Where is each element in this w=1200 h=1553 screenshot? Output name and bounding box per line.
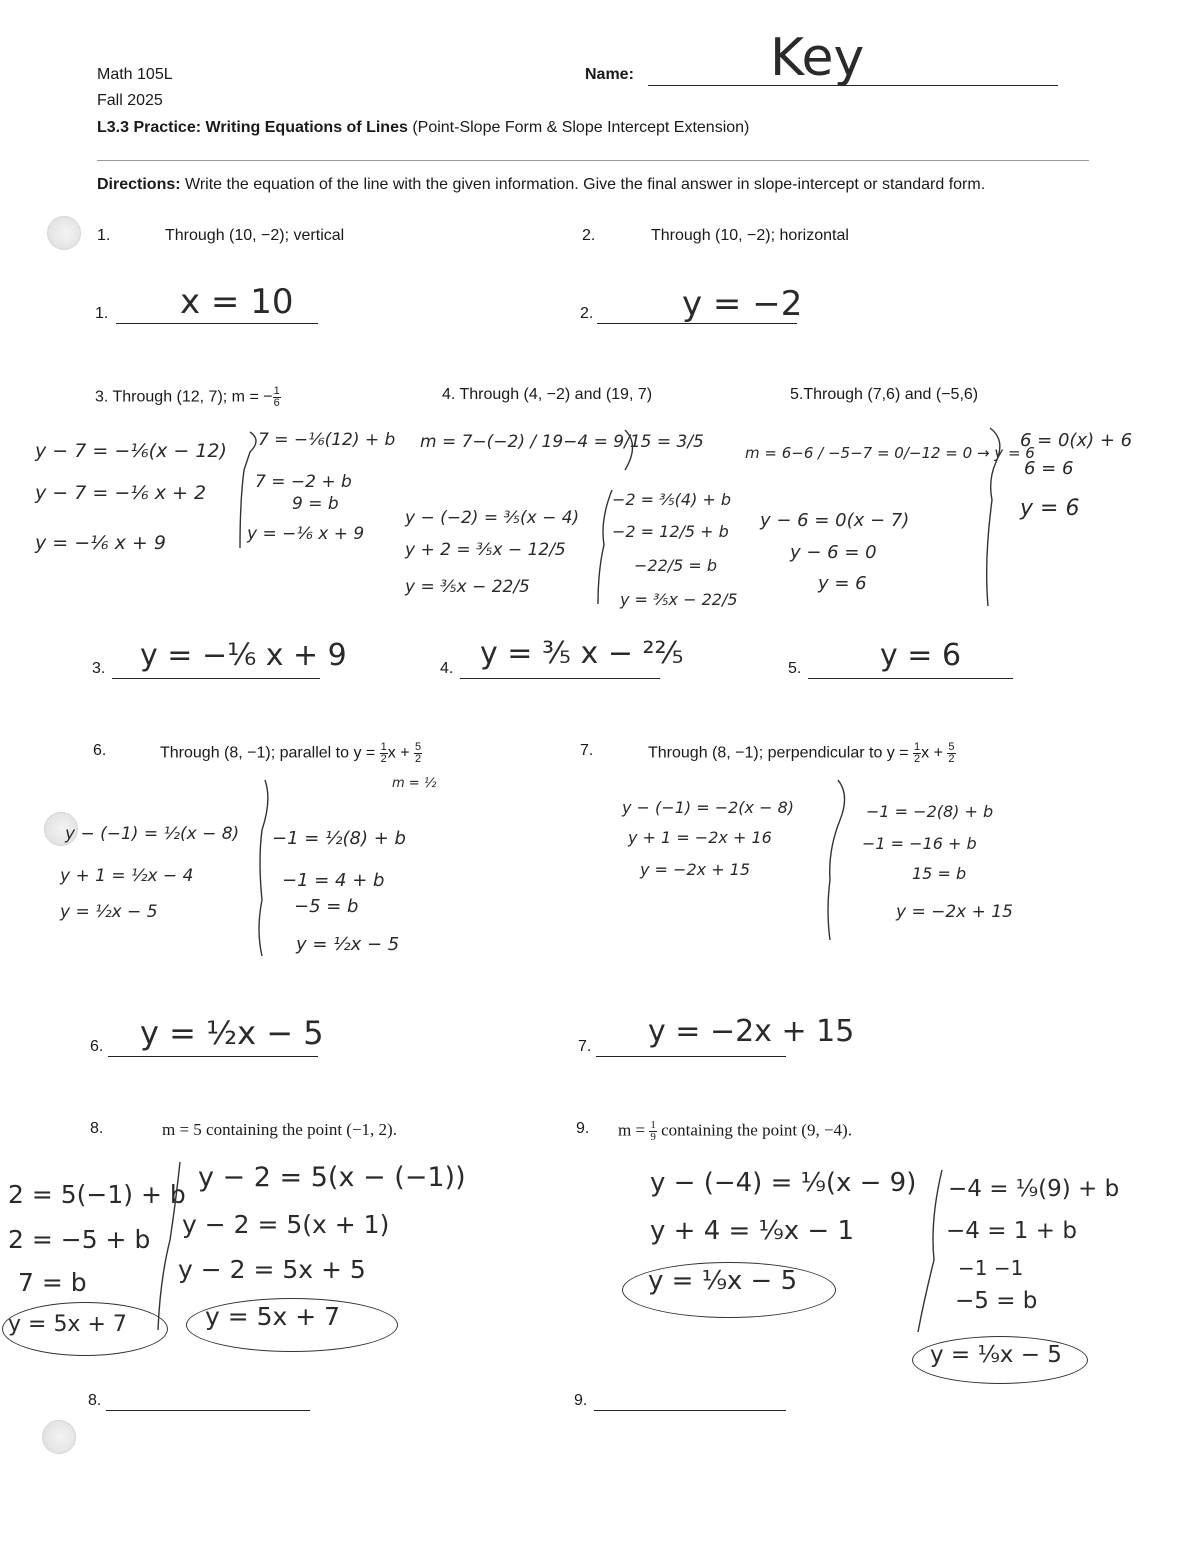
p6-work-3: y + 1 = ½x − 4 bbox=[60, 866, 194, 886]
answer-1-label: 1. bbox=[95, 305, 109, 322]
p4-work-1: m = 7−(−2) / 19−4 = 9/15 = 3/5 bbox=[420, 432, 704, 452]
p9-work-2: y + 4 = ⅑x − 1 bbox=[650, 1216, 855, 1246]
p6-divider bbox=[259, 780, 268, 956]
p7-work-5: −1 = −16 + b bbox=[862, 834, 977, 853]
p5-work-6: 6 = 6 bbox=[1024, 458, 1074, 479]
p9-work-5: −4 = 1 + b bbox=[946, 1218, 1077, 1244]
p4-divider bbox=[598, 490, 612, 604]
problem-9-number: 9. bbox=[576, 1120, 590, 1137]
p9-work-6: −1 −1 bbox=[958, 1256, 1024, 1280]
problem-6-prompt: Through (8, −1); parallel to y = $\frac{1}{2}$ x + $\frac{5}{2}$ bbox=[160, 741, 422, 765]
problem-5-prompt: 5.Through (7,6) and (−5,6) bbox=[790, 386, 979, 403]
p6-work-4: y = ½x − 5 bbox=[60, 902, 158, 922]
answer-2-value: y = −2 bbox=[682, 284, 803, 324]
p4-work-3: y + 2 = ⅗x − 12/5 bbox=[405, 540, 566, 560]
p9-work-4: −4 = ⅑(9) + b bbox=[948, 1176, 1120, 1202]
directions-label: Directions: bbox=[97, 176, 181, 193]
problem-7-prompt: Through (8, −1); perpendicular to y = $\frac{1}{2}$ x + $\frac{5}{2}$ bbox=[648, 741, 955, 765]
p4-brace-top bbox=[625, 430, 633, 470]
p3-work-5: 7 = −2 + b bbox=[255, 472, 352, 492]
course-name: Math 105L bbox=[97, 66, 173, 83]
problem-6-number: 6. bbox=[93, 742, 107, 759]
directions-text: Write the equation of the line with the given information. Give the final answer in slope-intercept or standard form. bbox=[180, 176, 986, 193]
p4-work-5: −2 = ⅗(4) + b bbox=[612, 490, 732, 509]
answer-5-label: 5. bbox=[788, 660, 802, 677]
p7-fraction-b: $\frac{5}{2}$ bbox=[948, 741, 955, 765]
p8-work-6: y − 2 = 5(x + 1) bbox=[182, 1210, 390, 1239]
p7-work-7: y = −2x + 15 bbox=[896, 902, 1013, 922]
title-bold: L3.3 Practice: Writing Equations of Lines bbox=[97, 119, 408, 136]
p7-work-1: y − (−1) = −2(x − 8) bbox=[622, 798, 794, 817]
p3-work-7: y = −⅙ x + 9 bbox=[247, 524, 365, 544]
answer-4-label: 4. bbox=[440, 660, 454, 677]
problem-7-number: 7. bbox=[580, 742, 594, 759]
p3-work-3: y = −⅙ x + 9 bbox=[35, 532, 166, 554]
p6-fraction-a: $\frac{1}{2}$ bbox=[380, 741, 387, 765]
answer-9-label: 9. bbox=[574, 1392, 588, 1409]
p7-divider bbox=[828, 780, 845, 940]
problem-1-number: 1. bbox=[97, 227, 111, 244]
p5-divider bbox=[987, 428, 1000, 606]
p5-work-1: m = 6−6 / −5−7 = 0/−12 = 0 → y = 6 bbox=[745, 444, 1035, 462]
p4-work-8: y = ⅗x − 22/5 bbox=[620, 590, 738, 609]
p6-work-6: −1 = 4 + b bbox=[282, 870, 385, 891]
problem-8-number: 8. bbox=[90, 1120, 104, 1137]
p6-work-1: m = ½ bbox=[392, 776, 437, 791]
p3-work-2: y − 7 = −⅙ x + 2 bbox=[35, 482, 207, 504]
answer-1-value: x = 10 bbox=[180, 282, 294, 322]
p5-work-5: 6 = 0(x) + 6 bbox=[1020, 430, 1133, 451]
problem-3-text: 3. Through (12, 7); m = − bbox=[95, 388, 273, 406]
p8-work-7: y − 2 = 5x + 5 bbox=[178, 1255, 366, 1284]
title-rest: (Point-Slope Form & Slope Intercept Extension) bbox=[407, 119, 750, 136]
p7-work-2: y + 1 = −2x + 16 bbox=[628, 828, 772, 847]
p4-work-4: y = ⅗x − 22/5 bbox=[405, 577, 530, 597]
p7-work-6: 15 = b bbox=[912, 864, 967, 883]
p8-work-3: 7 = b bbox=[18, 1268, 87, 1297]
p9-slope-fraction: $\frac{1}{9}$ bbox=[650, 1119, 656, 1143]
p7-fraction-a: $\frac{1}{2}$ bbox=[914, 741, 921, 765]
answer-6-value: y = ½x − 5 bbox=[140, 1014, 324, 1052]
p3-divider bbox=[240, 432, 256, 548]
p9-work-3: y = ⅑x − 5 bbox=[648, 1266, 798, 1296]
answer-4-value: y = ³⁄₅ x − ²²⁄₅ bbox=[480, 636, 684, 671]
p8-work-2: 2 = −5 + b bbox=[8, 1225, 151, 1254]
answer-7-label: 7. bbox=[578, 1038, 592, 1055]
p9-work-8: y = ⅑x − 5 bbox=[930, 1342, 1062, 1368]
answer-3-label: 3. bbox=[92, 660, 106, 677]
answer-8-label: 8. bbox=[88, 1392, 102, 1409]
p8-work-1: 2 = 5(−1) + b bbox=[8, 1180, 186, 1209]
answer-5-value: y = 6 bbox=[880, 638, 962, 673]
problem-4-prompt: 4. Through (4, −2) and (19, 7) bbox=[442, 386, 653, 403]
p7-work-4: −1 = −2(8) + b bbox=[866, 802, 994, 821]
p3-work-6: 9 = b bbox=[292, 494, 339, 514]
answer-7-value: y = −2x + 15 bbox=[648, 1014, 855, 1049]
p5-work-7: y = 6 bbox=[1020, 496, 1080, 521]
p7-work-3: y = −2x + 15 bbox=[640, 860, 751, 879]
name-value: Key bbox=[770, 28, 865, 88]
problem-2-number: 2. bbox=[582, 227, 596, 244]
p4-work-7: −22/5 = b bbox=[634, 556, 718, 575]
p5-work-2: y − 6 = 0(x − 7) bbox=[760, 510, 910, 531]
p6-work-7: −5 = b bbox=[294, 896, 359, 917]
problem-3-slope-fraction: $\frac{1}{6}$ bbox=[273, 385, 280, 409]
p9-work-1: y − (−4) = ⅑(x − 9) bbox=[650, 1168, 917, 1198]
name-label: Name: bbox=[585, 66, 634, 83]
p3-work-4: 7 = −⅙(12) + b bbox=[258, 430, 396, 450]
p6-work-5: −1 = ½(8) + b bbox=[272, 828, 406, 849]
problem-8-prompt: m = 5 containing the point (−1, 2). bbox=[162, 1120, 397, 1139]
p9-work-7: −5 = b bbox=[955, 1288, 1038, 1314]
problem-9-prompt: m = $\frac{1}{9}$ containing the point (9, −4). bbox=[618, 1119, 852, 1143]
p3-work-1: y − 7 = −⅙(x − 12) bbox=[35, 440, 227, 462]
p4-work-6: −2 = 12/5 + b bbox=[612, 522, 729, 541]
problem-1-prompt: Through (10, −2); vertical bbox=[165, 227, 345, 244]
p8-work-4: y = 5x + 7 bbox=[8, 1312, 127, 1337]
p8-divider bbox=[158, 1162, 180, 1330]
term: Fall 2025 bbox=[97, 92, 163, 109]
p8-work-8: y = 5x + 7 bbox=[205, 1302, 341, 1331]
p8-work-5: y − 2 = 5(x − (−1)) bbox=[198, 1162, 466, 1193]
p5-work-3: y − 6 = 0 bbox=[790, 542, 877, 563]
p6-work-8: y = ½x − 5 bbox=[296, 934, 400, 955]
p4-work-2: y − (−2) = ⅗(x − 4) bbox=[405, 508, 580, 528]
answer-6-label: 6. bbox=[90, 1038, 104, 1055]
problem-2-prompt: Through (10, −2); horizontal bbox=[651, 227, 849, 244]
answer-2-label: 2. bbox=[580, 305, 594, 322]
p5-work-4: y = 6 bbox=[818, 573, 867, 594]
p6-fraction-b: $\frac{5}{2}$ bbox=[415, 741, 422, 765]
p6-work-2: y − (−1) = ½(x − 8) bbox=[65, 824, 240, 844]
answer-3-value: y = −⅙ x + 9 bbox=[140, 638, 347, 673]
p9-divider bbox=[918, 1170, 942, 1332]
